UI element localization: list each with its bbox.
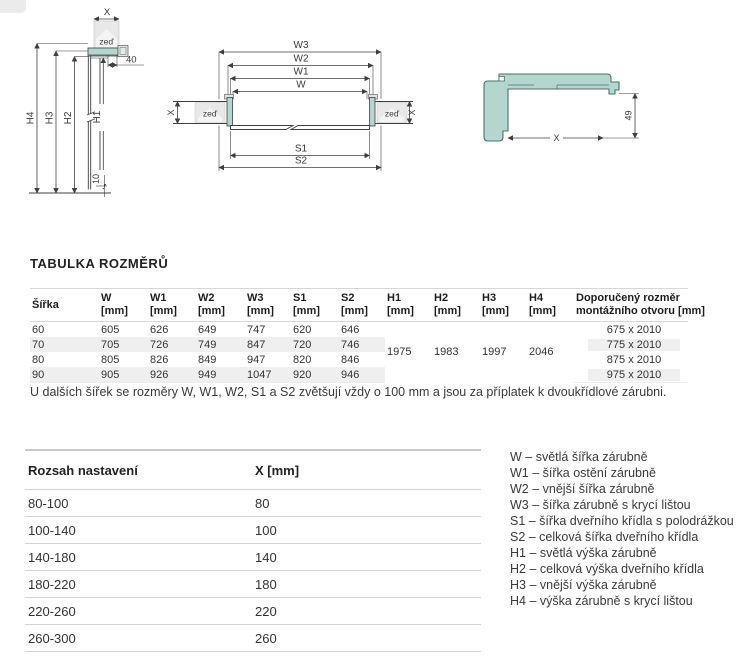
merged-h4-value: 2046 <box>527 322 574 383</box>
dim-label-40: 40 <box>126 54 137 66</box>
frame-profile-shape <box>484 74 619 141</box>
frame-jamb-left <box>227 98 233 127</box>
frame-jamb-right <box>370 98 376 127</box>
dimension-table-header-row <box>30 289 688 322</box>
table-row: 220-260 220 <box>25 598 481 625</box>
dim-label-x-right: X <box>407 109 417 116</box>
col-header-h1: H1 [mm] <box>385 289 432 322</box>
merged-h1-value: 1975 <box>385 322 432 383</box>
frame-profile-drawing <box>468 55 678 165</box>
dim-label-w: W <box>296 79 306 91</box>
dim-label-h4: H4 <box>25 111 37 125</box>
dimension-table <box>30 288 705 383</box>
table-row: 70 705 726 749 847 720 746 775 x 2010 <box>30 337 688 352</box>
col-header-s1: S1 [mm] <box>291 289 339 322</box>
dim-label-w1: W1 <box>293 66 309 78</box>
dim-label-x-left: X <box>166 109 176 116</box>
dim-label-x-profile: X <box>553 133 560 143</box>
col-header-x: X [mm] <box>252 450 481 490</box>
col-header-w2: W2 [mm] <box>196 289 245 322</box>
table-row: 80 805 826 849 947 820 846 875 x 2010 <box>32 353 662 366</box>
dim-label-h3: H3 <box>44 111 56 125</box>
frame-head-seal <box>88 55 118 57</box>
col-header-h2: H2 [mm] <box>432 289 480 322</box>
col-header-sirka: Šířka <box>30 289 99 322</box>
legend-item: W – světlá šířka zárubně <box>510 450 648 464</box>
col-header-range: Rozsah nastavení <box>25 450 252 490</box>
merged-h3-value: 1997 <box>480 322 527 383</box>
legend-item: W2 – vnější šířka zárubně <box>510 482 655 496</box>
col-header-w: W [mm] <box>99 289 148 322</box>
legend-item: H1 – světlá výška zárubně <box>510 546 657 560</box>
dim-label-10: 10 <box>91 173 101 185</box>
dim-label-w2: W2 <box>293 53 309 65</box>
table-note: U dalších šířek se rozměry W, W1, W2, S1 a S2 zvětšují vždy o 100 mm a jsou za příplatek k dvoukřídlové zárubni. <box>30 385 667 399</box>
wall-label-left: zeď <box>202 108 218 119</box>
col-header-h4: H4 [mm] <box>527 289 574 322</box>
dim-label-s1: S1 <box>294 143 308 155</box>
table-row: 180-220 180 <box>25 571 481 598</box>
dimension-legend <box>510 449 748 609</box>
dim-label-h1: H1 <box>91 110 103 124</box>
col-header-otvor: Doporučený rozměr montážního otvoru [mm] <box>574 289 688 322</box>
dimension-table-title: TABULKA ROZMĚRŮ <box>30 256 169 271</box>
col-header-s2: S2 [mm] <box>339 289 385 322</box>
vertical-section-drawing <box>15 5 160 215</box>
table-row: 60 605 626 649 747 620 646 1975 1983 1997 2046 675 x 2010 <box>30 322 688 338</box>
wall-label-right: zeď <box>384 108 400 119</box>
door-leaf-left <box>231 126 294 130</box>
table-row: 100-140 100 <box>25 517 481 544</box>
table-row: 90 905 926 949 1047 920 946 975 x 2010 <box>30 367 688 383</box>
table-row: 80-100 80 <box>25 490 481 517</box>
table-row: 140-180 140 <box>25 544 481 571</box>
legend-item: H4 – výška zárubně s krycí lištou <box>510 594 693 608</box>
col-header-w3: W3 [mm] <box>245 289 291 322</box>
col-header-h3: H3 [mm] <box>480 289 527 322</box>
dim-label-x-top: X <box>103 7 111 18</box>
legend-item: S1 – šířka dveřního křídla s polodrážkou <box>510 514 734 528</box>
table-row: 260-300 260 <box>25 625 481 652</box>
horizontal-section-drawing <box>165 28 420 180</box>
dim-label-s2: S2 <box>294 155 308 167</box>
wall-label: zeď <box>99 36 114 47</box>
dim-label-h2: H2 <box>63 111 74 125</box>
legend-item: H2 – celková výška dveřního křídla <box>510 562 704 576</box>
legend-item: S2 – celková šířka dveřního křídla <box>510 530 699 544</box>
adjustment-table-header-row <box>25 450 481 490</box>
adjustment-table <box>25 449 481 652</box>
col-header-w1: W1 [mm] <box>148 289 196 322</box>
profile-notch <box>499 77 505 82</box>
legend-item: W3 – šířka zárubně s krycí lištou <box>510 498 691 512</box>
door-leaf-right <box>291 126 370 130</box>
legend-item: H3 – vnější výška zárubně <box>510 578 657 592</box>
legend-item: W1 – šířka ostění zárubně <box>510 466 656 480</box>
dim-label-49: 49 <box>623 110 634 121</box>
merged-h2-value: 1983 <box>432 322 480 383</box>
dim-label-w3: W3 <box>293 40 309 51</box>
